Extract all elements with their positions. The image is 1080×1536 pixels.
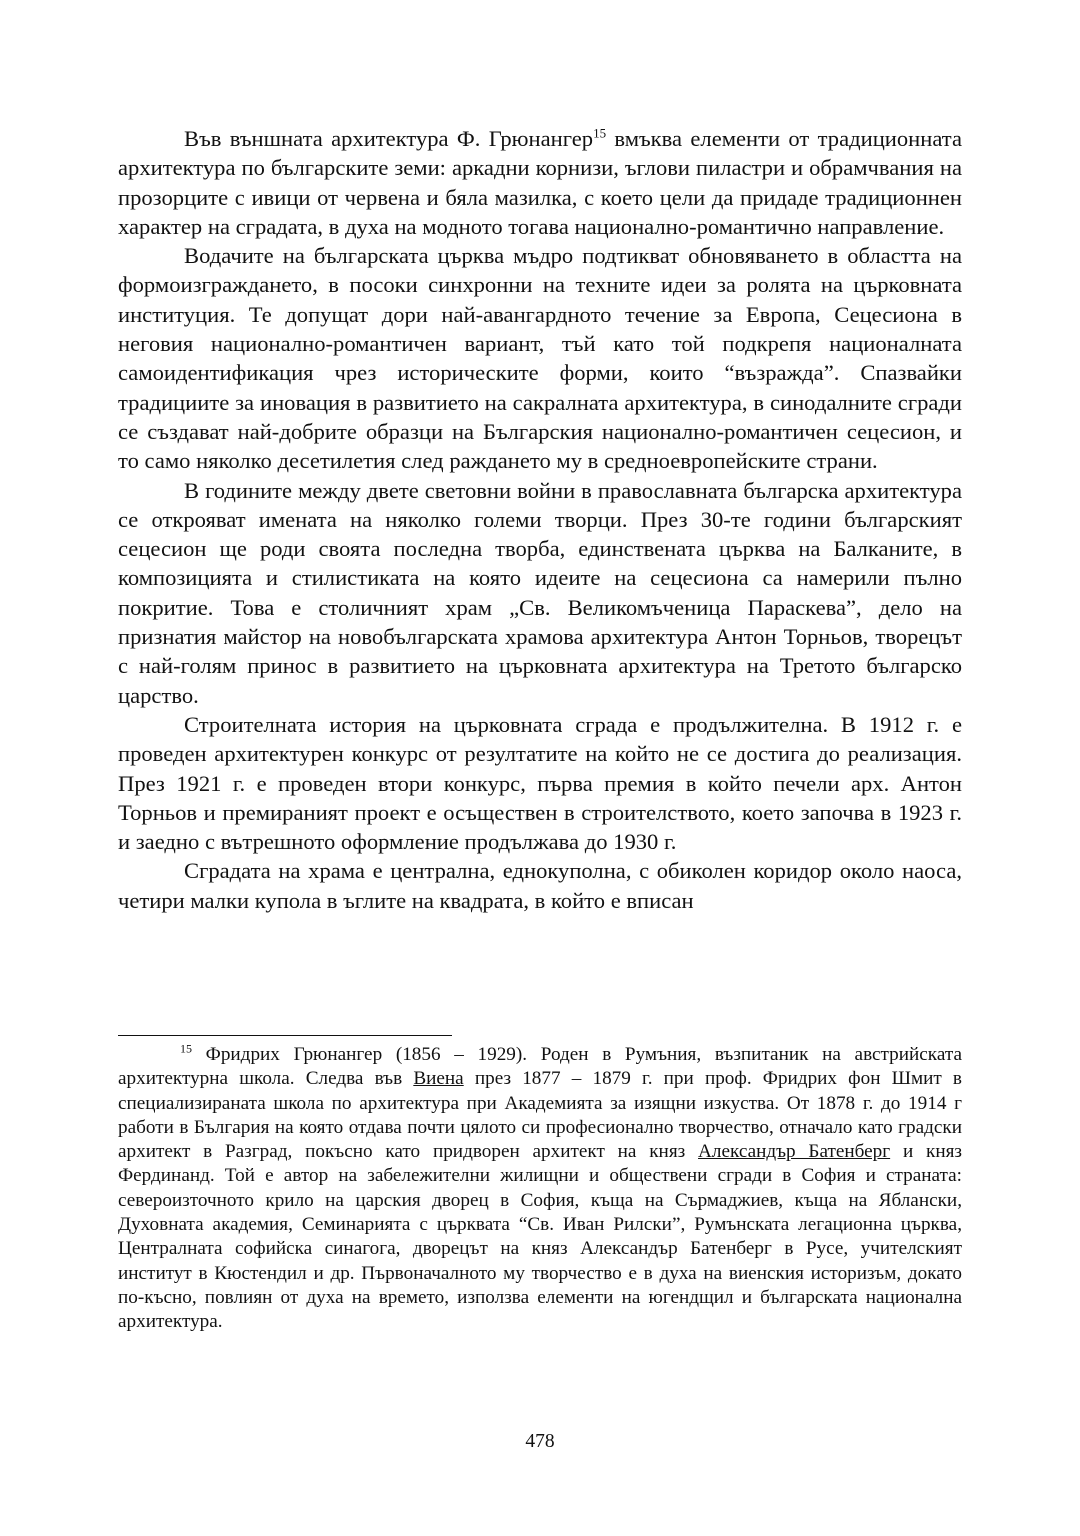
footnote-part-3: и княз Фердинанд. Той е автор на забележителни жилищни и обществени сгради в София и страната: североизточното крило на царския дворец в София, къща на Сърмаджиев, къща на Яблански, Духовната академия, Семинарията с църквата “Св. Иван Рилски”, Румънската легационна църква, Централната софийска синагога, дворецът на княз Александър Батенберг в Русе, учителският институт в Кюстендил и др. Първоначалното му творчество е в духа на виенския историзъм, докато по-късно, повлиян от духа на времето, използва елементи на югендщил и българската национална архитектура. (118, 1141, 962, 1333)
paragraph-4: Строителната история на църковната сграда е продължителна. В 1912 г. е проведен архитектурен конкурс от резултатите на който не се достига до реализация. През 1921 г. е проведен втори конкурс, първа премия в който печели арх. Антон Торньов и премираният проект е осъществен в строителството, което започва в 1923 г. и заедно с вътрешното оформление продължава до 1930 г. (118, 711, 962, 855)
page-number: 478 (525, 1431, 555, 1452)
footnote-part-2: през 1877 – 1879 г. при проф. Фридрих фон Шмит в специализираната школа по архитектура при Академията за изящни изкуства. От 1878 г. до 1914 г работи в България на която отдава почти цялото си професионално творчество, отначало като градски архитект в Разград, покъсно като придворен архитект на княз (118, 1068, 962, 1163)
paragraph-1-rest: вмъква елементи от традиционната архитектура по българските земи: аркадни корнизи, ъглови пиластри и обрамчвания на прозорците с ивици от червена и бяла мазилка, с което цели да придаде традиционнен характер на сградата, в духа на модното тогава национално-романтично направление. (118, 126, 962, 239)
footnote-part-1: Фридрих Грюнангер (1856 – 1929). Роден в Румъния, възпитаник на австрийската архитектурна школа. Следва във (118, 1044, 962, 1090)
footnote-text (118, 1043, 962, 1335)
footnote-15 (118, 1043, 962, 1335)
link-alexander-battenberg[interactable]: Александър Батенберг (698, 1141, 891, 1163)
main-text (118, 124, 962, 915)
paragraph-3: В годините между двете световни войни в православната българска архитектура се открояват имената на няколко големи творци. През 30-те години българският сецесион ще роди своята последна творба, единствената църква на Балканите, в композицията и стилистиката на която идеите на сецесиона са намерили пълно покритие. Това е столичният храм „Св. Великомъченица Параскева”, дело на признатия майстор на новобългарската храмова архитектура Антон Торньов, творецът с най-голям принос в развитието на църковната архитектура на Третото българско царство. (118, 477, 962, 708)
footnote-number: 15 (180, 1041, 192, 1056)
paragraph-1 (118, 124, 962, 241)
footnote-reference[interactable]: 15 (593, 125, 607, 141)
paragraph-2: Водачите на българската църква мъдро подтикват обновяването в областта на формоизграждането, в посоки синхронни на техните идеи за ролята на църковната институция. Те допущат дори най-авангардното течение за Европа, Сецесиона в неговия национално-романтичен вариант, тъй като той подкрепя националната самоидентификация чрез историческите форми, които “възражда”. Спазвайки традициите за иновация в развитието на сакралната архитектура, в синодалните сгради се създават най-добрите образци на Българския национално-романтичен сецесион, и то само няколко десетилетия след раждането му в средноевропейските страни. (118, 243, 962, 474)
footnote-separator (118, 1035, 452, 1036)
paragraph-1-start: Във външната архитектура Ф. Грюнангер (184, 126, 594, 151)
link-vienna[interactable]: Виена (413, 1068, 464, 1090)
paragraph-5: Сградата на храма е централна, еднокуполна, с обиколен коридор около наоса, четири малки купола в ъглите на квадрата, в който е вписан (118, 858, 962, 913)
